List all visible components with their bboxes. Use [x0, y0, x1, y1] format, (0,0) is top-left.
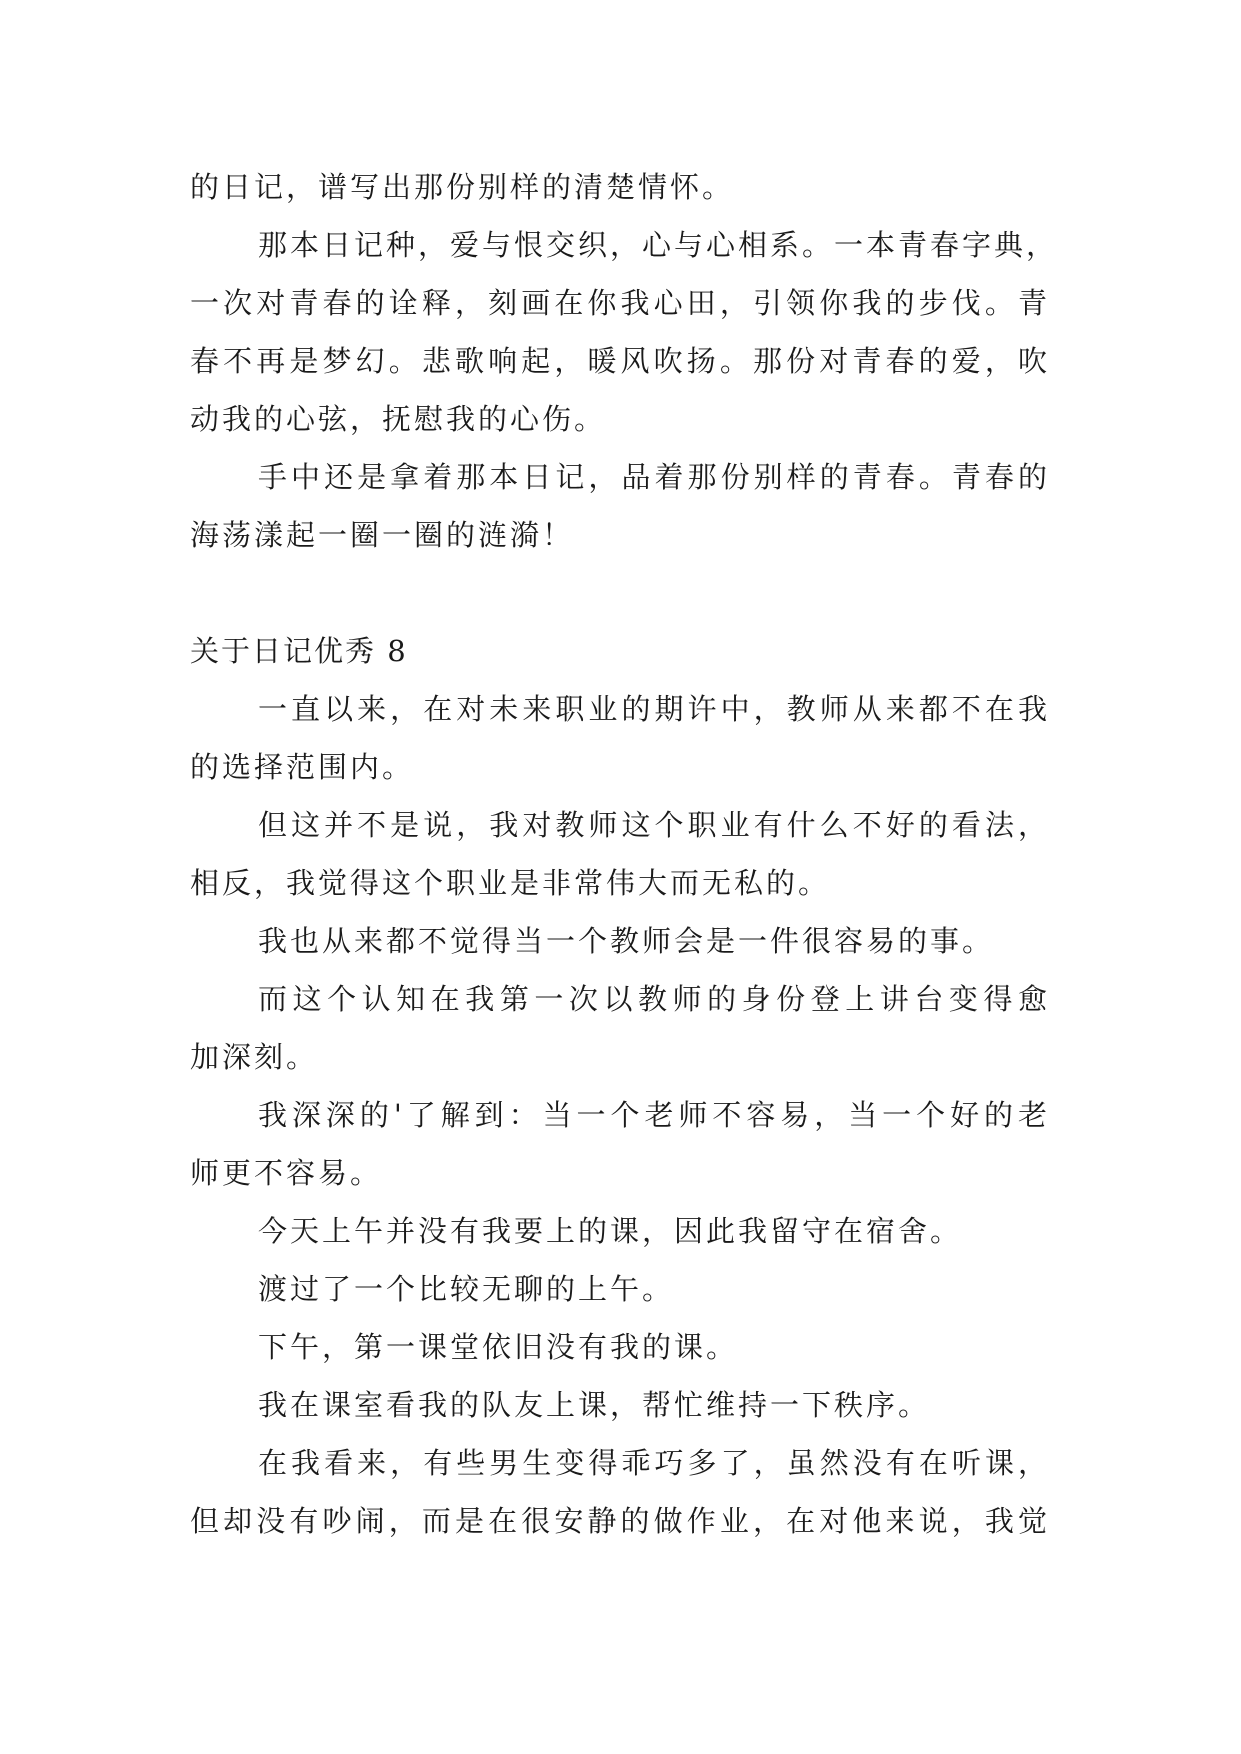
text-line: 那本日记种，爱与恨交织，心与心相系。一本青春字典， [258, 228, 1059, 262]
text-line: 我也从来都不觉得当一个教师会是一件很容易的事。 [258, 924, 995, 958]
text-line: 在我看来，有些男生变得乖巧多了，虽然没有在听课， [258, 1446, 1050, 1480]
text-line: 渡过了一个比较无聊的上午。 [258, 1272, 675, 1306]
paragraph [190, 158, 1050, 216]
paragraph [190, 448, 1050, 564]
paragraph [190, 1202, 1050, 1260]
paragraph [190, 216, 1059, 448]
paragraph [190, 1376, 1050, 1434]
section-spacer [190, 564, 1050, 622]
paragraph [190, 912, 1050, 970]
paragraph [190, 1318, 1050, 1376]
text-line: 今天上午并没有我要上的课，因此我留守在宿舍。 [258, 1214, 963, 1248]
paragraph [190, 970, 1050, 1086]
text-line: 而这个认知在我第一次以教师的身份登上讲台变得愈 [258, 982, 1050, 1016]
text-line: 的选择范围内。 [190, 750, 415, 784]
section-heading: 关于日记优秀 8 [190, 634, 408, 668]
paragraph [190, 1434, 1050, 1550]
text-line: 一次对青春的诠释，刻画在你我心田，引领你我的步伐。青 [190, 286, 1050, 320]
text-line: 我在课室看我的队友上课，帮忙维持一下秩序。 [258, 1388, 931, 1422]
text-line: 但却没有吵闹，而是在很安静的做作业，在对他来说，我觉 [190, 1504, 1050, 1538]
text-line: 的日记，谱写出那份别样的清楚情怀。 [190, 170, 735, 204]
text-line: 手中还是拿着那本日记，品着那份别样的青春。青春的 [258, 460, 1050, 494]
text-line: 春不再是梦幻。悲歌响起，暖风吹扬。那份对青春的爱，吹 [190, 344, 1050, 378]
paragraph [190, 1260, 1050, 1318]
text-line: 加深刻。 [190, 1040, 319, 1074]
text-line: 我深深的'了解到：当一个老师不容易，当一个好的老 [258, 1098, 1050, 1132]
text-line: 相反，我觉得这个职业是非常伟大而无私的。 [190, 866, 831, 900]
paragraph [190, 796, 1050, 912]
text-line: 一直以来，在对未来职业的期许中，教师从来都不在我 [258, 692, 1050, 726]
text-line: 海荡漾起一圈一圈的涟漪！ [190, 518, 575, 552]
text-line: 但这并不是说，我对教师这个职业有什么不好的看法， [258, 808, 1050, 842]
paragraph [190, 1086, 1050, 1202]
text-line: 下午，第一课堂依旧没有我的课。 [258, 1330, 739, 1364]
document-body [190, 158, 1059, 1550]
text-line: 师更不容易。 [190, 1156, 383, 1190]
text-line: 动我的心弦，抚慰我的心伤。 [190, 402, 607, 436]
paragraph [190, 680, 1050, 796]
